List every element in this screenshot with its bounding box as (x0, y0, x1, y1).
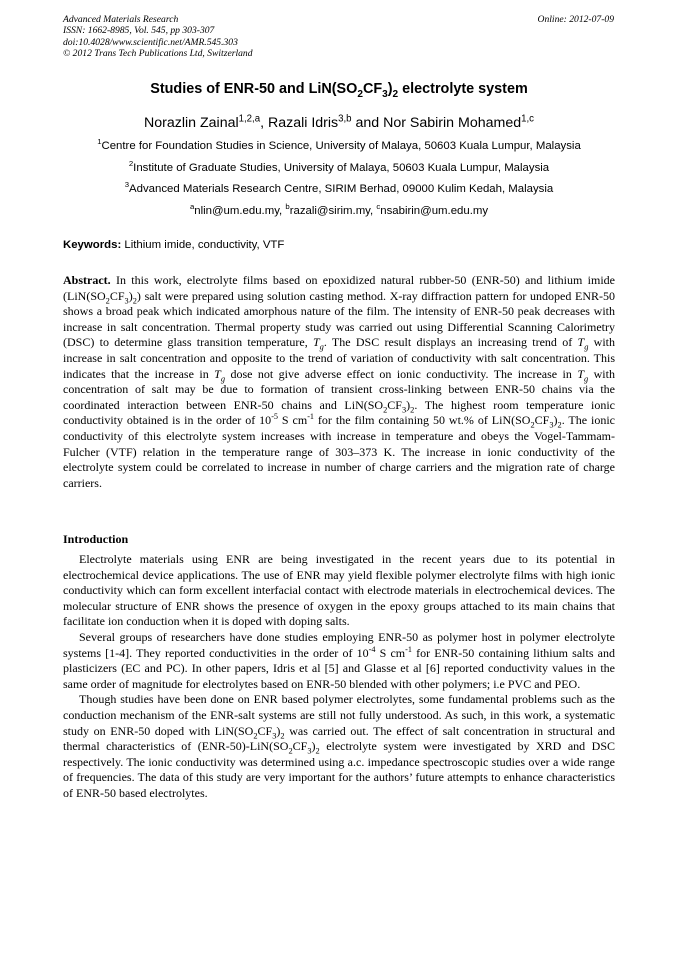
email-link[interactable]: nsabirin@um.edu.my (380, 205, 489, 217)
paragraph: Several groups of researchers have done studies employing ENR-50 as polymer host in polymer electrolyte systems [1-4]. They reported conductivities in the order of $10^{-4}$ S $cm^{-1}$ for ENR-50 containing lithium salts and plasticizers (EC and PC). In other papers, Idris et al [5] and Glasse et al [6] reported conductivity values in the same order of magnitude for electrolytes based on ENR-50 blended with other polymers; i.e PVC and PEO. (63, 629, 615, 691)
abstract-label: Abstract. (63, 273, 111, 287)
paper-title: Studies of ENR-50 and $LiN(SO_2CF_3)_2$ electrolyte system (150, 81, 528, 100)
issn-line: ISSN: 1662-8985, Vol. 545, pp 303-307 (63, 25, 215, 37)
introduction-body (63, 552, 615, 802)
author-list: Norazlin Zainal$^{1,2,a}$, Razali Idris$^{3,b}$ and Nor Sabirin Mohamed$^{1,c}$ (144, 113, 534, 131)
affiliation: $^2$Institute of Graduate Studies, University of Malaya, 50603 Kuala Lumpur, Malaysia (128, 159, 550, 174)
author-name: Norazlin Zainal (144, 115, 239, 131)
abstract: Abstract. In this work, electrolyte films based on epoxidized natural rubber-50 (ENR-50) and lithium imide $(LiN(SO_2CF_3)_2)$ salt were prepared using solution casting method. X-ray diffraction pattern for undoped ENR-50 shows a broad peak which indicated amorphous nature of the film. The intensity of ENR-50 peak decreases with increase in salt concentration. Thermal property study was carried out using Differential Scanning Calorimetry (DSC) to determine glass transition temperature, $T_g$. The DSC result displays an increasing trend of $T_g$ with increase in salt concentration and opposite to the trend of variation of conductivity with salt concentration. This indicates that the increase in $T_g$ dose not give adverse effect on ionic conductivity. The increase in $T_g$ with concentration of salt may be due to formation of transient cross-linking between ENR-50 chains via the coordinated interaction between ENR-50 chains and $LiN(SO_2CF_3)_2$. The highest room temperature ionic conductivity obtained is in the order of $10^{-5}$ S $cm^{-1}$ for the film containing 50 wt.% of $LiN(SO_2CF_3)_2$. The ionic conductivity of this electrolyte system increases with increase in temperature and obeys the Vogel-Tammam-Fulcher (VTF) relation in the temperature range of 303–373 K. The increase in ionic conductivity of the electrolyte system could be correlated to increase in number of charge carriers and the migration rate of charge carriers. (63, 273, 616, 490)
doi-line: doi:10.4028/www.scientific.net/AMR.545.303 (63, 36, 238, 48)
email-link[interactable]: razali@sirim.my (289, 205, 371, 217)
section-heading: Introduction (63, 532, 129, 546)
affiliation: $^3$Advanced Materials Research Centre, SIRIM Berhad, 09000 Kulim Kedah, Malaysia (124, 180, 554, 195)
affiliation: $^1$Centre for Foundation Studies in Science, University of Malaya, 50603 Kuala Lumpur, Malaysia (97, 137, 581, 152)
paragraph: Electrolyte materials using ENR are being investigated in the recent years due to its potential in electrochemical device applications. The use of ENR may yield flexible polymer electrolyte films with high ionic conductivity which can form excellent interfacial contact with electrode materials in electrochemical devices. The molecular structure of ENR shows the presence of oxygen in the epoxy groups attached to its main chains that facilitate ion conduction when it is doped with doping salts. (63, 552, 615, 629)
copyright-line: © 2012 Trans Tech Publications Ltd, Switzerland (63, 48, 253, 60)
keywords-text: Lithium imide, conductivity, VTF (121, 239, 285, 251)
keywords (63, 239, 615, 251)
author-name: Nor Sabirin Mohamed (383, 115, 522, 131)
keywords-label: Keywords: (63, 239, 122, 251)
email-link[interactable]: nlin@um.edu.my (194, 205, 280, 217)
online-date: Online: 2012-07-09 (537, 14, 614, 25)
journal-name: Advanced Materials Research (63, 14, 179, 25)
journal-header (63, 14, 253, 60)
email-line: $^a$nlin@um.edu.my, $^b$razali@sirim.my, $^c$nsabirin@um.edu.my (189, 202, 489, 217)
author-name: Razali Idris (267, 115, 339, 131)
paragraph: Though studies have been done on ENR based polymer electrolytes, some fundamental problems such as the conduction mechanism of the ENR-salt systems are still not fully understood. As such, in this work, a systematic study on ENR-50 doped with $LiN(SO_2CF_3)_2$ was carried out. The effect of salt concentration in structural and thermal characteristics of $(ENR-50)-LiN(SO_2CF_3)_2$ electrolyte system were investigated by XRD and DSC respectively. The ionic conductivity was determined using a.c. impedance spectroscopic studies over a wide range of frequencies. The data of this study are very important for the authors’ future attempts to enhance characteristics of ENR-50 based electrolytes. (63, 692, 615, 800)
